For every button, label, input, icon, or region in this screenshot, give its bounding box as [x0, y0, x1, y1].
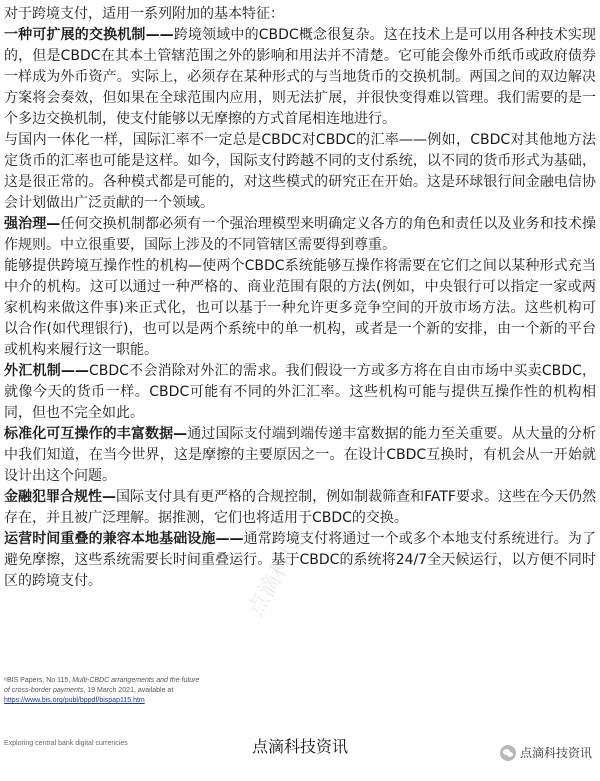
- text-fx-rates: 与国内一体化一样，国际汇率不一定总是CBDC对CBDC的汇率——例如，CBDC对其他地方法定货币的汇率也可能是这样。如今，国际支付跨越不同的支付系统，以不同的货币形式为基础，这是很正常的。各种模式都是可能的，对这些模式的研究正在开始。这是环球银行间金融电信协会计划做出广泛贡献的一个领域。: [4, 132, 596, 211]
- intro-paragraph: 对于跨境支付，适用一系列附加的基本特征：: [4, 6, 284, 22]
- heading-fx-mechanism: 外汇机制——: [4, 363, 89, 379]
- paragraph-fx-mechanism: [4, 361, 596, 424]
- heading-local-infra: 运营时间重叠的兼容本地基础设施——: [4, 531, 244, 547]
- text-exchange-mechanism: 跨境领域中的CBDC概念很复杂。这在技术上是可以用各种技术实现的，但是CBDC在其本土管辖范围之外的影响和用法并不清楚。它可能会像外币纸币或政府债券一样成为外币资产。实际上，必须存在某种形式的与当地货币的交换机制。两国之间的双边解决方案将会奏效，但如果在全球范围内应用，则无法扩展，并很快变得难以管理。我们需要的是一个多边交换机制，使支付能够以无摩擦的方式首尾相连地进行。: [4, 27, 597, 127]
- footer-label: Exploring central bank digital currencies: [4, 740, 128, 747]
- footnote-title: Multi-CBDC arrangements and the future of cross-border payments: [4, 677, 200, 694]
- body-text: [4, 4, 596, 592]
- text-interop-institutions: 能够提供跨境互操作性的机构—使两个CBDC系统能够互操作将需要在它们之间以某种形式充当中介的机构。这可以通过一种严格的、商业范围有限的方法(例如，中央银行可以指定一家或两家机构来做这件事)来正式化，也可以基于一种允许更多竞争空间的开放市场方法。这些机构可以合作(如代理银行)，也可以是两个系统中的单一机构，或者是一个新的安排，由一个新的平台或机构来履行这一职能。: [4, 258, 596, 358]
- heading-exchange-mechanism: 一种可扩展的交换机制——: [4, 27, 174, 43]
- text-fx-mechanism: CBDC不会消除对外汇的需求。我们假设一方或多方将在自由市场中买卖CBDC，就像今天的货币一样。CBDC可能有不同的外汇汇率。这些机构可能与提供互操作性的机构相同，但也不完全如此。: [4, 363, 597, 421]
- footnote-link[interactable]: https://www.bis.org/publ/bppdf/bispap115.htm: [4, 697, 145, 704]
- heading-rich-data: 标准化可互操作的丰富数据—: [4, 426, 188, 442]
- text-rich-data: 通过国际支付端到端传递丰富数据的能力至关重要。从大量的分析中我们知道，在当今世界，这是摩擦的主要原因之一。在设计CBDC互换时，有机会从一开始就设计出这个问题。: [4, 426, 596, 484]
- text-local-infra: 通常跨境支付将通过一个或多个本地支付系统进行。为了避免摩擦，这些系统需要长时间重叠运行。基于CBDC的系统将24/7全天候运行，以方便不同时区的跨境支付。: [4, 531, 596, 589]
- wechat-icon: [500, 745, 516, 761]
- paragraph-exchange-mechanism: [4, 25, 596, 130]
- footnote-prefix: ⁸BIS Papers, No 115,: [4, 677, 73, 684]
- text-governance: 任何交换机制都必须有一个强治理模型来明确定义各方的角色和责任以及业务和技术操作规则。中立很重要，国际上涉及的不同管辖区需要得到尊重。: [4, 216, 597, 253]
- heading-governance: 强治理—: [4, 216, 61, 232]
- footnote-suffix: , 19 March 2021, available at: [83, 687, 174, 694]
- paragraph-governance: [4, 214, 596, 256]
- text-compliance: 国际支付具有更严格的合规控制，例如制裁筛查和FATF要求。这些在今天仍然存在，并且被广泛理解。据推测，它们也将适用于CBDC的交换。: [4, 489, 596, 526]
- heading-compliance: 金融犯罪合规性—: [4, 489, 117, 505]
- wechat-label: 点滴科技资讯: [519, 746, 592, 760]
- footnote: [4, 676, 204, 706]
- paragraph-fx-rates: [4, 130, 596, 214]
- watermark: 点滴科技: [242, 532, 309, 621]
- center-title: 点滴科技资讯: [251, 737, 348, 756]
- paragraph-compliance: [4, 487, 596, 529]
- paragraph-rich-data: [4, 424, 596, 487]
- paragraph-interop-institutions: [4, 256, 596, 361]
- wechat-badge: [500, 744, 592, 761]
